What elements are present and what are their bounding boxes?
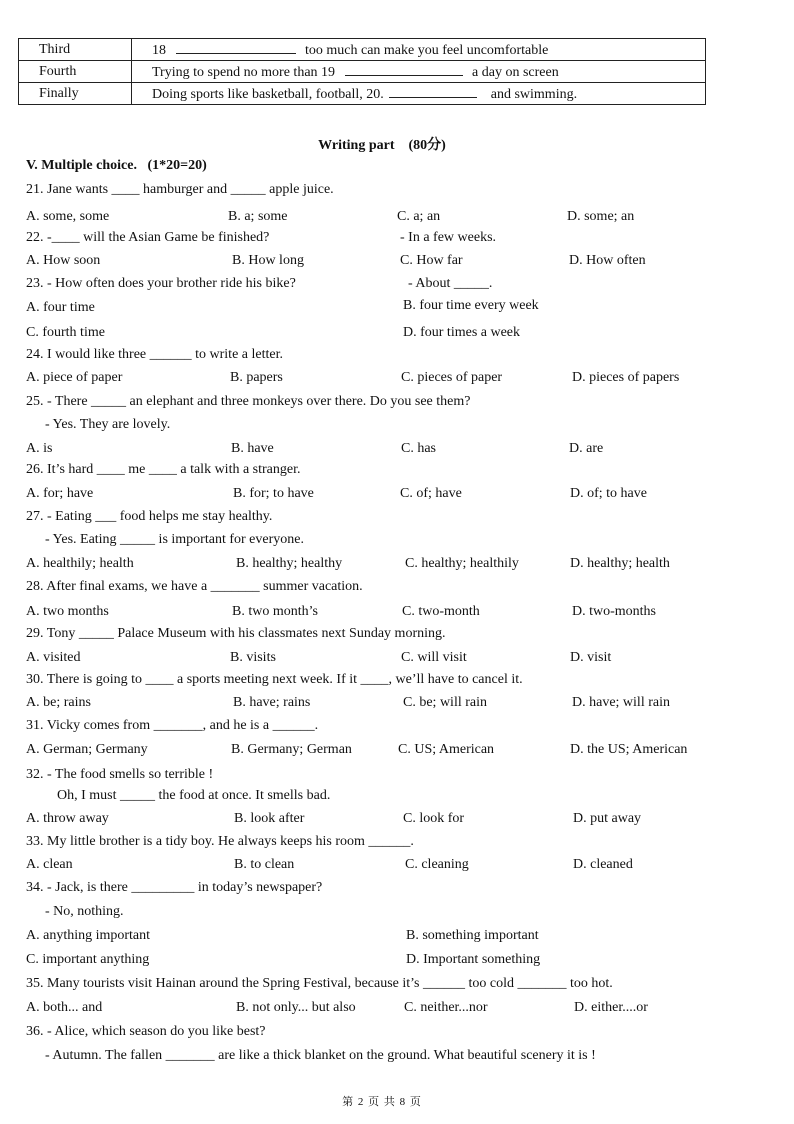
option-c[interactable]: C. pieces of paper [401,370,503,385]
option-d[interactable]: D. have; will rain [572,695,670,710]
option-d[interactable]: D. healthy; health [570,556,670,571]
table-label: Third [19,39,132,61]
table-label: Finally [19,83,132,105]
option-d[interactable]: D. How often [569,253,646,268]
question-stem: 21. Jane wants ____ hamburger and _____ apple juice. [26,182,334,197]
option-d[interactable]: D. cleaned [573,857,633,872]
section-heading: V. Multiple choice. (1*20=20) [26,158,207,173]
question-stem: 35. Many tourists visit Hainan around the Spring Festival, because it’s ______ too cold _______ too hot. [26,976,613,991]
option-c[interactable]: C. How far [400,253,463,268]
option-a[interactable]: A. How soon [26,253,101,268]
question-stem: 33. My little brother is a tidy boy. He always keeps his room ______. [26,834,414,849]
table-label: Fourth [19,61,132,83]
table-content: 18 too much can make you feel uncomfortable [132,39,706,61]
option-c[interactable]: C. of; have [400,486,462,501]
option-a[interactable]: A. two months [26,604,109,619]
option-a[interactable]: A. piece of paper [26,370,123,385]
option-a[interactable]: A. visited [26,650,81,665]
option-a[interactable]: A. German; Germany [26,742,148,757]
option-a[interactable]: A. both... and [26,1000,103,1015]
option-c[interactable]: C. a; an [397,209,441,224]
question-stem: 30. There is going to ____ a sports meeting next week. If it ____, we’ll have to cancel it. [26,672,523,687]
table-content: Trying to spend no more than 19 a day on screen [132,61,706,83]
page-footer: 第 2 页 共 8 页 [342,1096,422,1108]
answer-blank[interactable] [345,63,463,76]
section-title: Writing part (80分) [318,138,446,153]
option-c[interactable]: C. will visit [401,650,467,665]
option-d[interactable]: D. some; an [567,209,635,224]
score-table [18,38,706,105]
option-d[interactable]: D. pieces of papers [572,370,680,385]
option-d[interactable]: D. visit [570,650,612,665]
question-stem: 23. - How often does your brother ride his bike? [26,276,296,291]
option-a[interactable]: A. be; rains [26,695,91,710]
option-c[interactable]: C. US; American [398,742,495,757]
question-reply: - Autumn. The fallen _______ are like a thick blanket on the ground. What beautiful scenery it is ! [45,1048,596,1063]
answer-blank[interactable] [176,41,296,54]
question-stem: 32. - The food smells so terrible ! [26,767,214,782]
option-b[interactable]: B. papers [230,370,283,385]
table-row [19,83,706,105]
answer-blank[interactable] [389,85,477,98]
option-c[interactable]: C. be; will rain [403,695,487,710]
option-b[interactable]: B. not only... but also [236,1000,356,1015]
option-b[interactable]: B. Germany; German [231,742,352,757]
option-b[interactable]: B. for; to have [233,486,314,501]
option-d[interactable]: D. put away [573,811,642,826]
question-reply: - Yes. They are lovely. [45,417,171,432]
question-stem: 25. - There _____ an elephant and three monkeys over there. Do you see them? [26,394,471,409]
option-b[interactable]: B. have [231,441,274,456]
table-content: Doing sports like basketball, football, 20. and swimming. [132,83,706,105]
question-stem: 24. I would like three ______ to write a letter. [26,347,283,362]
option-b[interactable]: B. have; rains [233,695,311,710]
option-d[interactable]: D. are [569,441,604,456]
option-c[interactable]: C. neither...nor [404,1000,488,1015]
option-b[interactable]: B. a; some [228,209,288,224]
question-stem: 22. -____ will the Asian Game be finished? [26,230,270,245]
option-c[interactable]: C. fourth time [26,325,105,340]
question-reply: Oh, I must _____ the food at once. It smells bad. [57,788,331,803]
option-c[interactable]: C. has [401,441,436,456]
option-a[interactable]: A. anything important [26,928,151,943]
option-c[interactable]: C. important anything [26,952,150,967]
option-a[interactable]: A. throw away [26,811,109,826]
table-row [19,61,706,83]
question-reply: - No, nothing. [45,904,124,919]
option-a[interactable]: A. clean [26,857,73,872]
option-a[interactable]: A. is [26,441,53,456]
option-b[interactable]: B. four time every week [403,298,539,313]
option-b[interactable]: B. two month’s [232,604,318,619]
question-stem: 28. After final exams, we have a _______ summer vacation. [26,579,363,594]
option-c[interactable]: C. look for [403,811,465,826]
option-d[interactable]: D. either....or [574,1000,648,1015]
option-d[interactable]: D. four times a week [403,325,521,340]
option-b[interactable]: B. How long [232,253,304,268]
option-d[interactable]: D. the US; American [570,742,688,757]
option-a[interactable]: A. some, some [26,209,110,224]
option-a[interactable]: A. four time [26,300,95,315]
option-b[interactable]: B. something important [406,928,539,943]
question-reply: - About _____. [408,276,493,291]
option-d[interactable]: D. Important something [406,952,541,967]
question-stem: 29. Tony _____ Palace Museum with his classmates next Sunday morning. [26,626,446,641]
option-a[interactable]: A. healthily; health [26,556,134,571]
option-a[interactable]: A. for; have [26,486,94,501]
option-b[interactable]: B. to clean [234,857,295,872]
question-reply: - Yes. Eating _____ is important for everyone. [45,532,304,547]
option-c[interactable]: C. cleaning [405,857,469,872]
question-stem: 26. It’s hard ____ me ____ a talk with a stranger. [26,462,301,477]
question-reply: - In a few weeks. [400,230,497,245]
option-c[interactable]: C. two-month [402,604,480,619]
question-stem: 27. - Eating ___ food helps me stay healthy. [26,509,273,524]
option-d[interactable]: D. of; to have [570,486,647,501]
option-c[interactable]: C. healthy; healthily [405,556,519,571]
question-stem: 36. - Alice, which season do you like best? [26,1024,266,1039]
option-b[interactable]: B. look after [234,811,305,826]
question-stem: 31. Vicky comes from _______, and he is a ______. [26,718,319,733]
question-stem: 34. - Jack, is there _________ in today’s newspaper? [26,880,323,895]
table-row [19,39,706,61]
option-d[interactable]: D. two-months [572,604,656,619]
option-b[interactable]: B. visits [230,650,276,665]
option-b[interactable]: B. healthy; healthy [236,556,343,571]
